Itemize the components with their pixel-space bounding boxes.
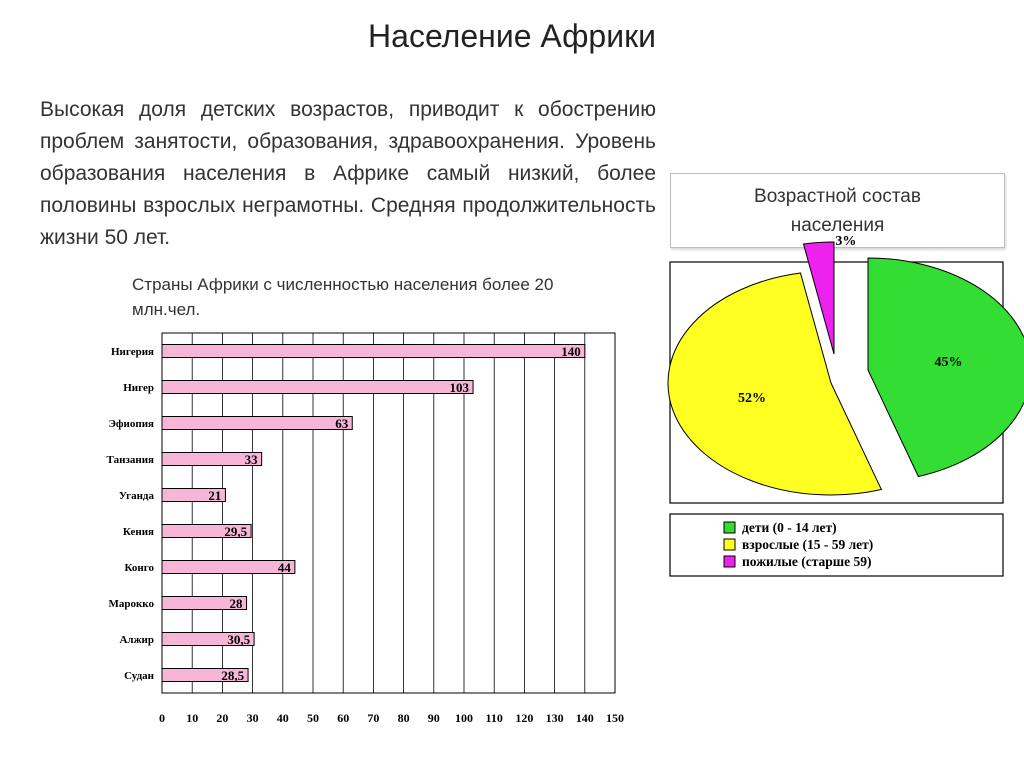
x-tick-label: 70 [367, 711, 380, 725]
category-label: Марокко [108, 598, 154, 610]
legend-label: пожилые (старше 59) [742, 554, 872, 569]
category-label: Уганда [118, 490, 154, 502]
legend-swatch [724, 539, 735, 550]
x-tick-label: 0 [159, 711, 165, 725]
pie-value-label: 3% [835, 233, 857, 249]
x-tick-label: 50 [307, 711, 319, 725]
x-tick-label: 10 [186, 711, 199, 725]
bar-value-label: 21 [208, 488, 222, 503]
bar-value-label: 103 [449, 380, 470, 395]
x-tick-label: 20 [216, 711, 229, 725]
x-tick-label: 40 [276, 711, 289, 725]
pie-value-label: 52% [738, 390, 767, 406]
x-tick-label: 90 [427, 711, 440, 725]
category-label: Кения [122, 526, 154, 538]
bar-value-label: 63 [335, 416, 349, 431]
category-label: Конго [124, 562, 154, 574]
category-label: Эфиопия [108, 418, 154, 430]
bar-chart-title: Страны Африки с численностью населения более 20 млн.чел. [132, 275, 554, 319]
page-title: Население Африки [368, 18, 656, 54]
pie-chart-title: Возрастной состав населения [754, 185, 921, 236]
bar-value-label: 28 [229, 596, 243, 611]
category-label: Алжир [119, 634, 154, 646]
bar-value-label: 30,5 [227, 632, 251, 647]
x-tick-label: 80 [397, 711, 410, 725]
legend-label: взрослые (15 - 59 лет) [742, 537, 874, 552]
x-tick-label: 30 [246, 711, 259, 725]
legend-swatch [724, 522, 735, 533]
bar-value-label: 28,5 [221, 668, 245, 683]
x-tick-label: 130 [545, 711, 564, 725]
pie-value-label: 45% [934, 355, 963, 371]
x-tick-label: 60 [337, 711, 350, 725]
x-tick-label: 110 [485, 711, 503, 725]
legend-swatch [724, 556, 735, 567]
body-text: Высокая доля детских возрастов, приводит к обострению проблем занятости, образования, здравоохранения. Уровень образования населения в Африке самый низкий, более половины взрослых неграмотны. Средняя продолжительность жизни 50 лет. [40, 98, 656, 249]
x-tick-label: 120 [515, 711, 534, 725]
category-label: Нигер [123, 382, 154, 394]
x-tick-label: 140 [575, 711, 594, 725]
x-tick-label: 150 [606, 711, 624, 725]
bar-value-label: 33 [244, 452, 258, 467]
bar-value-label: 44 [277, 560, 291, 575]
category-label: Танзания [106, 454, 154, 466]
category-label: Судан [124, 670, 154, 682]
x-tick-label: 100 [455, 711, 473, 725]
legend-label: дети (0 - 14 лет) [742, 520, 837, 535]
bar-value-label: 140 [561, 344, 581, 359]
bar-value-label: 29,5 [224, 524, 248, 539]
category-label: Нигерия [110, 346, 154, 358]
